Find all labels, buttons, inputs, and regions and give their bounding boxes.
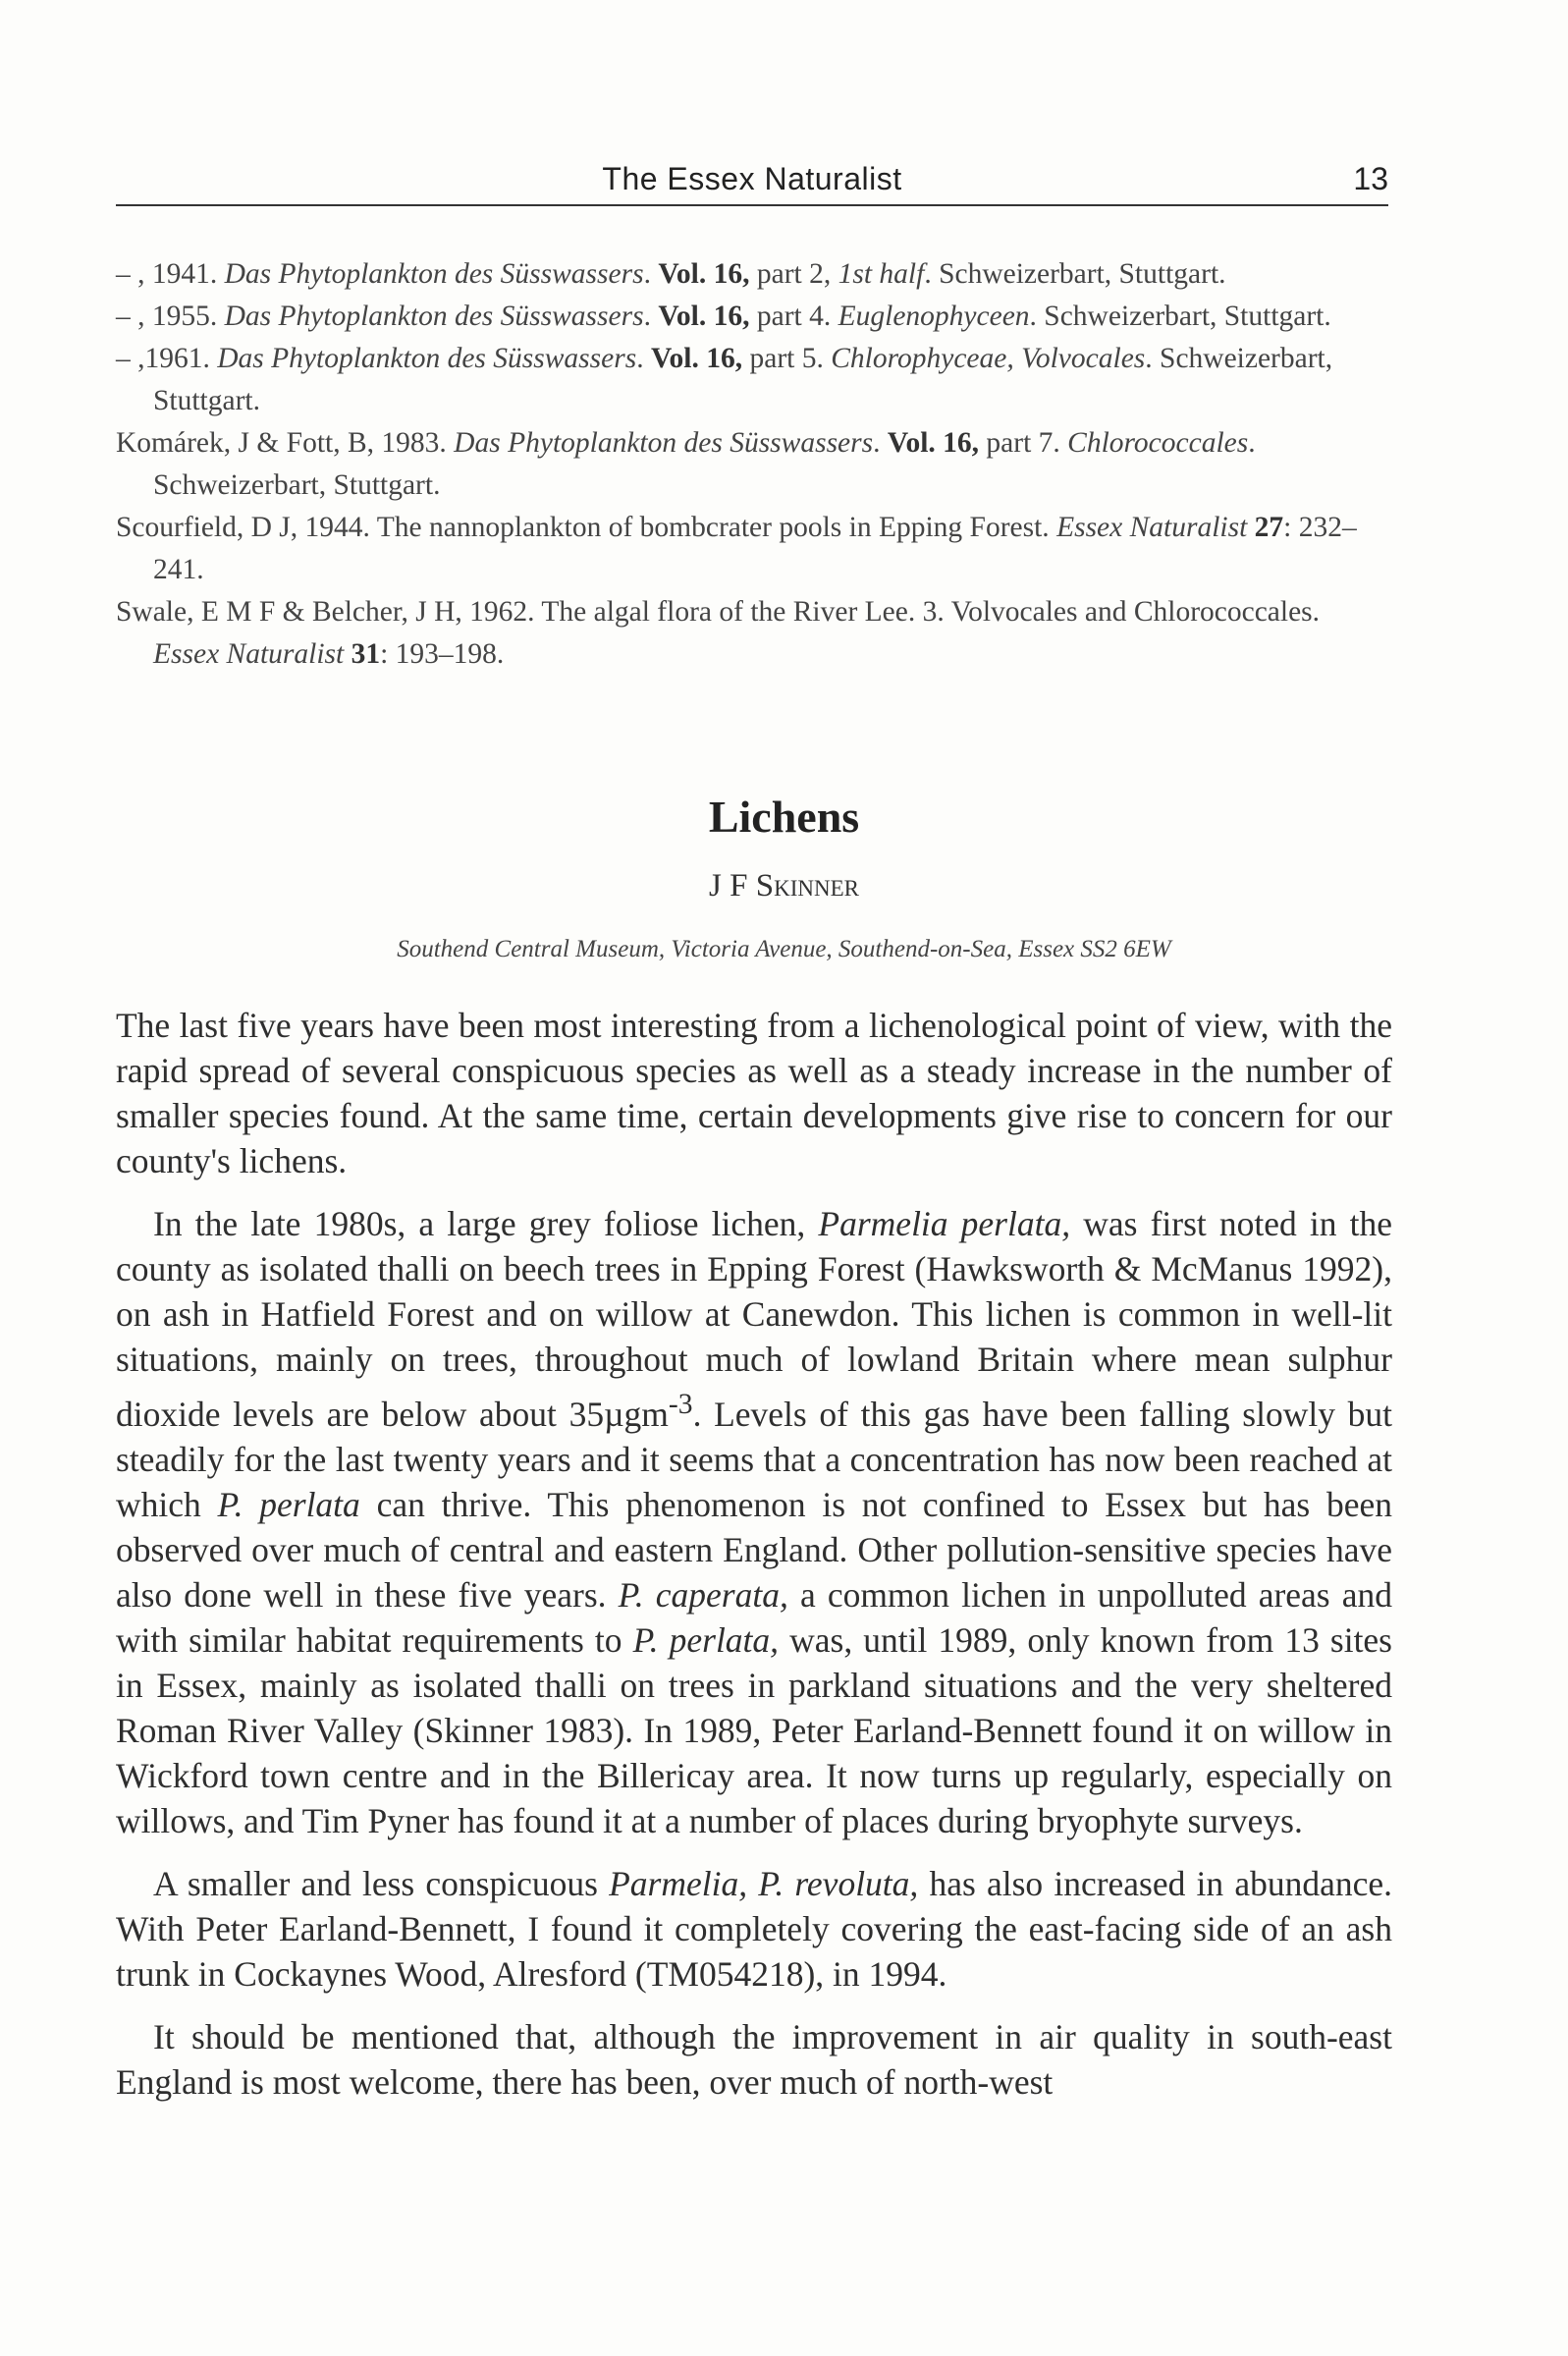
species-name: P. perlata, (632, 1619, 780, 1660)
reference-item: Scourfield, D J, 1944. The nannoplankton of bombcrater pools in Epping Forest. Essex Naturalist 27: 232–241. (116, 512, 1357, 585)
journal-name: The Essex Naturalist (602, 161, 902, 196)
author-name: J F Skinner (709, 868, 859, 904)
species-name: Parmelia perlata, (818, 1204, 1071, 1243)
page-number: 13 (1353, 161, 1388, 196)
species-name: P. caperata, (618, 1574, 788, 1615)
paragraph: In the late 1980s, a large grey foliose lichen, Parmelia perlata, was first noted in the county as isolated thalli on beech trees in Epping Forest (Hawksworth & McManus 1992), on ash in Hatfield Forest and on willow at Canewdon. This lichen is common in well-lit situations, mainly on trees, throughout much of lowland Britain where mean sulphur dioxide levels are below about 35µgm$^{-3}$. Levels of this gas have been falling slowly but steadily for the last twenty years and it seems that a concentration has now been reached at which P. perlata can thrive. This phenomenon is not confined to Essex but has been observed over much of central and eastern England. Other pollution-sensitive species have also done well in these five years. P. caperata, a common lichen in unpolluted areas and with similar habitat requirements to P. perlata, was, until 1989, only known from 13 sites in Essex, mainly as isolated thalli on trees in parkland situations and the very sheltered Roman River Valley (Skinner 1983). In 1989, Peter Earland-Bennett found it on willow in Wickford town centre and in the Billericay area. It now turns up regularly, especially on willows, and Tim Pyner has found it at a number of places during bryophyte surveys. (116, 1204, 1393, 1840)
reference-item: Komárek, J & Fott, B, 1983. Das Phytoplankton des Süsswassers. Vol. 16, part 7. Chlorococcales. Schweizerbart, Stuttgart. (116, 427, 1256, 501)
paragraph: A smaller and less conspicuous Parmelia, P. revoluta, has also increased in abundance. With Peter Earland-Bennett, I found it completely covering the east-facing side of an ash trunk in Cockaynes Wood, Alresford (TM054218), in 1994. (116, 1863, 1392, 1994)
article-title: Lichens (708, 792, 860, 842)
superscript: -3 (668, 1389, 693, 1420)
running-header (116, 155, 1388, 206)
paragraph: It should be mentioned that, although the improvement in air quality in south-east England is most welcome, there has been, over much of north-west (116, 2016, 1392, 2102)
reference-item: Swale, E M F & Belcher, J H, 1962. The algal flora of the River Lee. 3. Volvocales and Chlorococcales. Essex Naturalist 31: 193–198. (116, 596, 1321, 670)
author-affiliation: Southend Central Museum, Victoria Avenue, Southend-on-Sea, Essex SS2 6EW (397, 936, 1171, 962)
paragraph: The last five years have been most interesting from a lichenological point of view, with the rapid spread of several conspicuous species as well as a steady increase in the number of smaller species found. At the same time, certain developments give rise to concern for our county's lichens. (116, 1006, 1392, 1180)
species-name: P. perlata (217, 1484, 360, 1524)
reference-item: – , 1941. Das Phytoplankton des Süsswassers. Vol. 16, part 2, 1st half. Schweizerbart, Stuttgart. (116, 258, 1226, 290)
reference-item: – , 1955. Das Phytoplankton des Süsswassers. Vol. 16, part 4. Euglenophyceen. Schweizerbart, Stuttgart. (116, 301, 1331, 332)
article-body (116, 1003, 1392, 2122)
reference-list (116, 253, 1392, 676)
reference-item: – ,1961. Das Phytoplankton des Süsswassers. Vol. 16, part 5. Chlorophyceae, Volvocales. Schweizerbart, Stuttgart. (116, 343, 1333, 416)
species-name: Parmelia, P. revoluta, (609, 1863, 919, 1903)
